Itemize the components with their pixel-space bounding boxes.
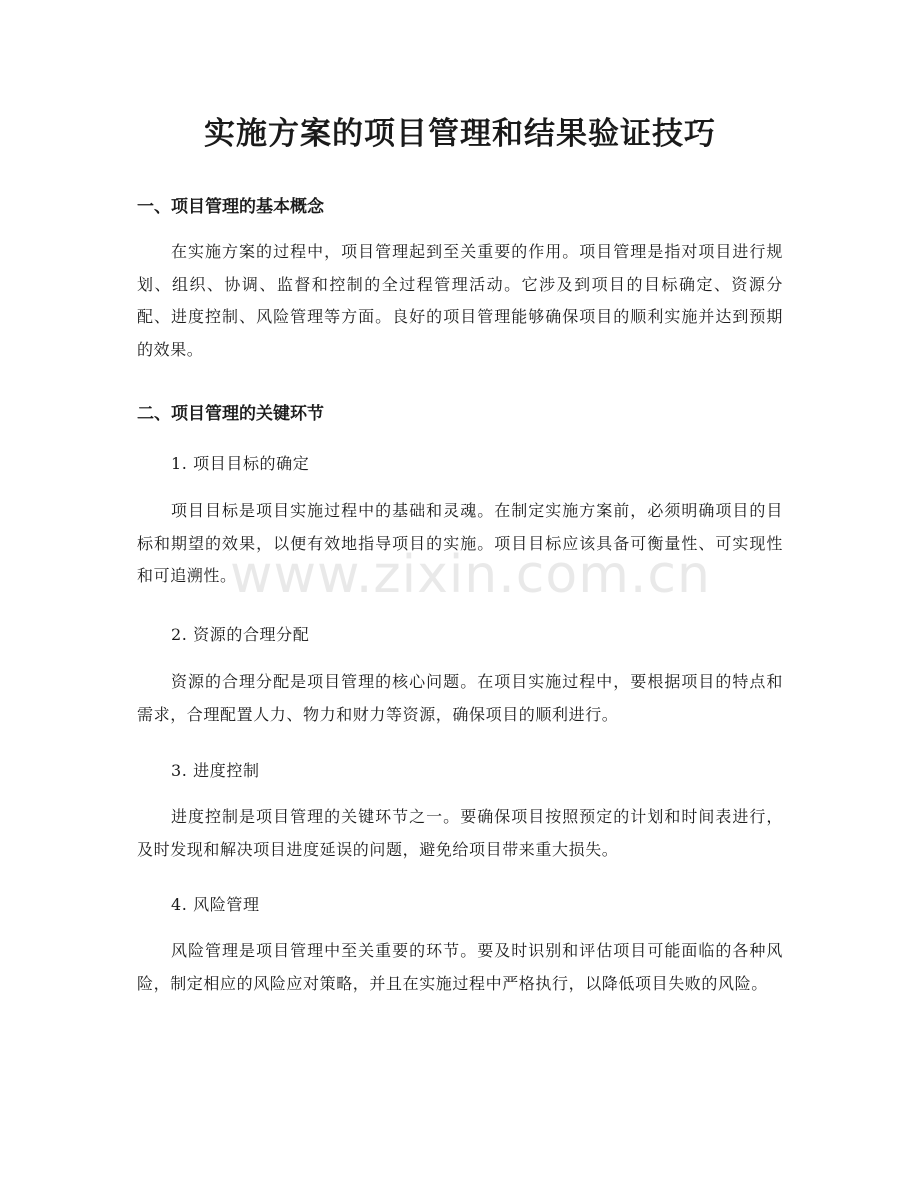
section-paragraph-basic-concepts: 在实施方案的过程中，项目管理起到至关重要的作用。项目管理是指对项目进行规划、组织、协调、监督和控制的全过程管理活动。它涉及到项目的目标确定、资源分配、进度控制、风险管理等方面。良好的项目管理能够确保项目的顺利实施并达到预期的效果。 [137, 242, 783, 359]
paragraph-schedule-control: 进度控制是项目管理的关键环节之一。要确保项目按照预定的计划和时间表进行，及时发现和解决项目进度延误的问题，避免给项目带来重大损失。 [137, 807, 783, 859]
paragraph-risk-management: 风险管理是项目管理中至关重要的环节。要及时识别和评估项目可能面临的各种风险，制定相应的风险应对策略，并且在实施过程中严格执行，以降低项目失败的风险。 [137, 941, 783, 993]
watermark-text: www.zixin.com.cn [230, 545, 711, 605]
subheading-risk-management: 4. 风险管理 [171, 895, 260, 914]
section-heading-key-steps: 二、项目管理的关键环节 [137, 404, 324, 424]
paragraph-goal-setting: 项目目标是项目实施过程中的基础和灵魂。在制定实施方案前，必须明确项目的目标和期望的效果，以便有效地指导项目的实施。项目目标应该具备可衡量性、可实现性和可追溯性。 [137, 501, 783, 585]
section-heading-basic-concepts: 一、项目管理的基本概念 [137, 197, 324, 217]
subheading-goal-setting: 1. 项目目标的确定 [171, 454, 310, 473]
paragraph-resource-allocation: 资源的合理分配是项目管理的核心问题。在项目实施过程中，要根据项目的特点和需求，合理配置人力、物力和财力等资源，确保项目的顺利进行。 [137, 672, 783, 724]
subheading-schedule-control: 3. 进度控制 [171, 761, 260, 780]
subheading-resource-allocation: 2. 资源的合理分配 [171, 625, 310, 644]
document-title: 实施方案的项目管理和结果验证技巧 [204, 116, 716, 152]
